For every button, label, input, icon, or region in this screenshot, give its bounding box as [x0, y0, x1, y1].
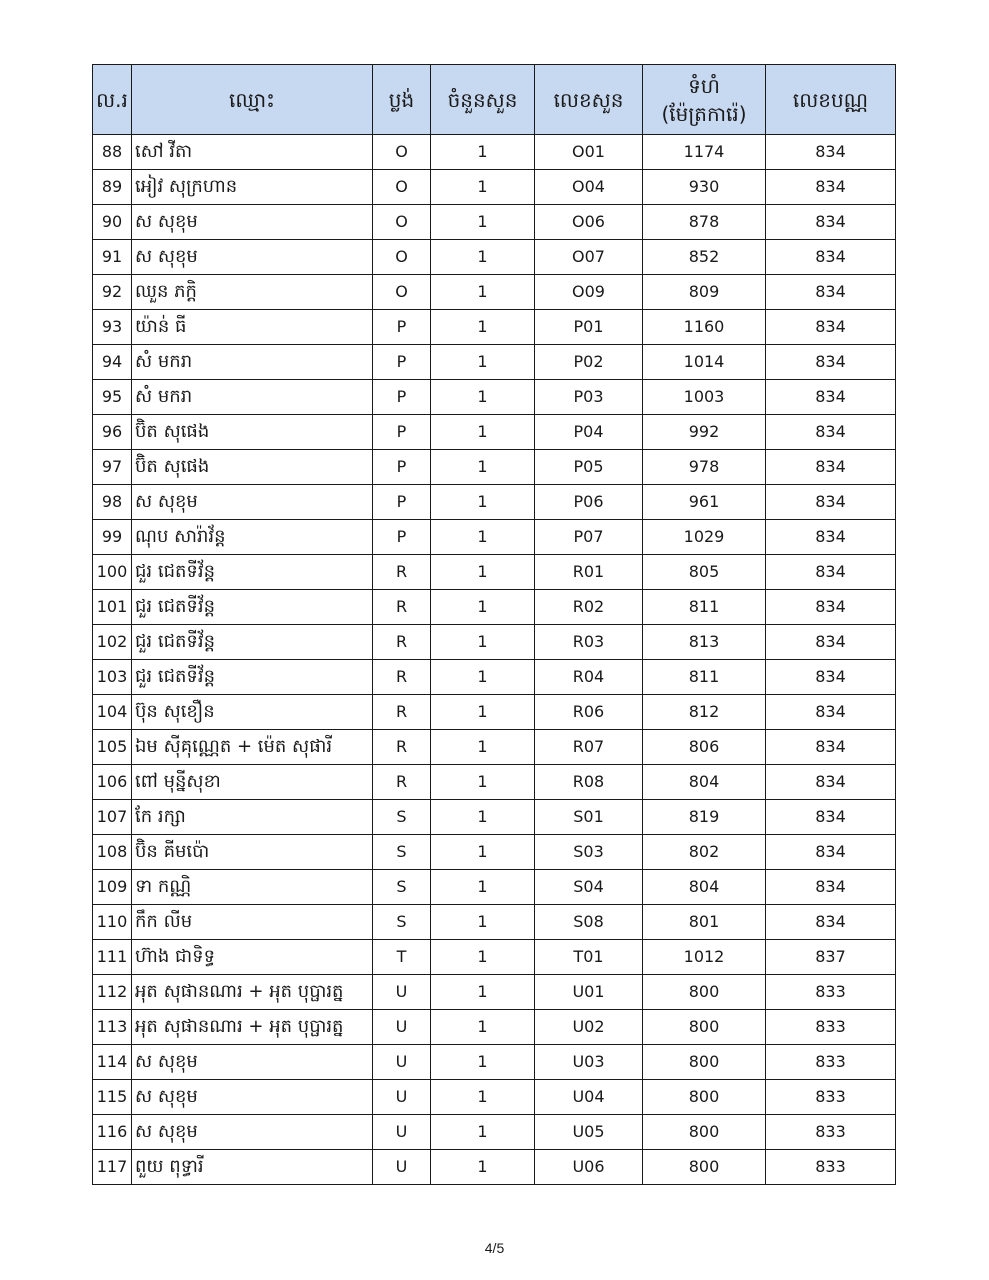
cell-plot-count: 1 [431, 975, 535, 1010]
cell-size: 800 [643, 1150, 766, 1185]
cell-plot-number: P03 [535, 380, 643, 415]
cell-block: R [373, 660, 431, 695]
cell-plot-number: O09 [535, 275, 643, 310]
cell-block: O [373, 275, 431, 310]
cell-owner-name: ពៅ មុន្នីសុខា [132, 765, 373, 800]
cell-row-number: 104 [93, 695, 132, 730]
cell-block: P [373, 380, 431, 415]
cell-owner-name: ស សុខុម [132, 1115, 373, 1150]
cell-plot-count: 1 [431, 1115, 535, 1150]
table-header [93, 65, 896, 135]
cell-size: 804 [643, 765, 766, 800]
cell-block: O [373, 240, 431, 275]
cell-title-number: 837 [766, 940, 896, 975]
table-row [93, 800, 896, 835]
cell-size: 930 [643, 170, 766, 205]
cell-plot-number: R07 [535, 730, 643, 765]
cell-block: S [373, 905, 431, 940]
cell-block: U [373, 1010, 431, 1045]
cell-title-number: 833 [766, 1080, 896, 1115]
cell-row-number: 109 [93, 870, 132, 905]
cell-row-number: 111 [93, 940, 132, 975]
cell-title-number: 834 [766, 135, 896, 170]
cell-block: R [373, 590, 431, 625]
cell-block: U [373, 1045, 431, 1080]
plot-list-table [92, 64, 896, 1185]
cell-row-number: 96 [93, 415, 132, 450]
cell-plot-count: 1 [431, 835, 535, 870]
table-row [93, 695, 896, 730]
cell-title-number: 833 [766, 975, 896, 1010]
cell-title-number: 834 [766, 555, 896, 590]
cell-owner-name: ប៊ុន សុខឿន [132, 695, 373, 730]
cell-plot-number: S04 [535, 870, 643, 905]
cell-row-number: 91 [93, 240, 132, 275]
cell-plot-number: S03 [535, 835, 643, 870]
cell-title-number: 833 [766, 1115, 896, 1150]
cell-owner-name: ប៊ិន គីមប៉ោ [132, 835, 373, 870]
cell-owner-name: ហ៊ាង ជាទិទ្ធ [132, 940, 373, 975]
cell-block: P [373, 450, 431, 485]
table-row [93, 1080, 896, 1115]
cell-plot-number: O04 [535, 170, 643, 205]
table-row [93, 835, 896, 870]
cell-plot-number: S08 [535, 905, 643, 940]
cell-title-number: 834 [766, 415, 896, 450]
cell-plot-number: R04 [535, 660, 643, 695]
cell-block: R [373, 730, 431, 765]
cell-title-number: 833 [766, 1150, 896, 1185]
table-row [93, 625, 896, 660]
cell-block: U [373, 1115, 431, 1150]
table-row [93, 975, 896, 1010]
cell-block: U [373, 1080, 431, 1115]
table-row [93, 1150, 896, 1185]
cell-size: 811 [643, 590, 766, 625]
cell-plot-count: 1 [431, 485, 535, 520]
cell-size: 992 [643, 415, 766, 450]
cell-block: O [373, 205, 431, 240]
cell-block: P [373, 485, 431, 520]
cell-block: S [373, 835, 431, 870]
cell-plot-count: 1 [431, 870, 535, 905]
cell-row-number: 106 [93, 765, 132, 800]
cell-plot-number: O06 [535, 205, 643, 240]
cell-block: O [373, 135, 431, 170]
table-row [93, 1010, 896, 1045]
cell-plot-count: 1 [431, 1045, 535, 1080]
cell-plot-count: 1 [431, 555, 535, 590]
cell-plot-number: U06 [535, 1150, 643, 1185]
cell-size: 819 [643, 800, 766, 835]
header-size [643, 65, 766, 135]
table-row [93, 275, 896, 310]
cell-block: S [373, 870, 431, 905]
cell-plot-number: P04 [535, 415, 643, 450]
cell-size: 800 [643, 1045, 766, 1080]
cell-size: 852 [643, 240, 766, 275]
cell-owner-name: ជួរ ជេតទីវ័ន្ត [132, 555, 373, 590]
table-row [93, 135, 896, 170]
cell-plot-number: R01 [535, 555, 643, 590]
cell-size: 800 [643, 1080, 766, 1115]
table-row [93, 940, 896, 975]
cell-title-number: 834 [766, 590, 896, 625]
cell-size: 800 [643, 975, 766, 1010]
cell-plot-number: S01 [535, 800, 643, 835]
cell-plot-number: U04 [535, 1080, 643, 1115]
table-row [93, 450, 896, 485]
cell-owner-name: ជួរ ជេតទីវ័ន្ត [132, 625, 373, 660]
table-row [93, 765, 896, 800]
cell-plot-count: 1 [431, 905, 535, 940]
table-row [93, 905, 896, 940]
cell-owner-name: ប៊ិត សុផេង [132, 415, 373, 450]
header-size-unit: (ម៉ែត្រការ៉េ) [661, 101, 747, 126]
cell-plot-count: 1 [431, 520, 535, 555]
cell-row-number: 89 [93, 170, 132, 205]
cell-title-number: 834 [766, 870, 896, 905]
cell-plot-count: 1 [431, 205, 535, 240]
cell-plot-count: 1 [431, 730, 535, 765]
table-row [93, 1115, 896, 1150]
cell-block: R [373, 765, 431, 800]
cell-plot-count: 1 [431, 135, 535, 170]
cell-row-number: 116 [93, 1115, 132, 1150]
cell-block: U [373, 1150, 431, 1185]
cell-owner-name: កឹក លីម [132, 905, 373, 940]
header-plot-count: ចំនួនសួន [431, 65, 535, 135]
cell-block: P [373, 520, 431, 555]
table-row [93, 590, 896, 625]
cell-owner-name: សៅ វីតា [132, 135, 373, 170]
cell-plot-count: 1 [431, 450, 535, 485]
cell-row-number: 94 [93, 345, 132, 380]
cell-title-number: 833 [766, 1045, 896, 1080]
cell-size: 978 [643, 450, 766, 485]
cell-title-number: 834 [766, 170, 896, 205]
table-row [93, 520, 896, 555]
cell-owner-name: ជួរ ជេតទីវ័ន្ត [132, 590, 373, 625]
cell-plot-count: 1 [431, 765, 535, 800]
cell-owner-name: អុត សុផានណារ + អុត បុប្ផារត្ន [132, 1010, 373, 1045]
cell-plot-count: 1 [431, 240, 535, 275]
cell-row-number: 113 [93, 1010, 132, 1045]
cell-size: 961 [643, 485, 766, 520]
cell-block: R [373, 625, 431, 660]
cell-size: 1174 [643, 135, 766, 170]
cell-plot-number: O01 [535, 135, 643, 170]
table-row [93, 730, 896, 765]
cell-owner-name: ជួរ ជេតទីវ័ន្ត [132, 660, 373, 695]
cell-size: 806 [643, 730, 766, 765]
cell-row-number: 98 [93, 485, 132, 520]
cell-row-number: 117 [93, 1150, 132, 1185]
cell-owner-name: ពួយ ពុទ្ធារី [132, 1150, 373, 1185]
cell-plot-number: O07 [535, 240, 643, 275]
cell-plot-count: 1 [431, 625, 535, 660]
cell-row-number: 100 [93, 555, 132, 590]
header-name: ឈ្មោះ [132, 65, 373, 135]
cell-title-number: 834 [766, 765, 896, 800]
cell-owner-name: ទា កណ្ណិ [132, 870, 373, 905]
table-row [93, 870, 896, 905]
cell-plot-number: R06 [535, 695, 643, 730]
cell-owner-name: ប៊ិត សុផេង [132, 450, 373, 485]
header-title-number: លេខបណ្ណ [766, 65, 896, 135]
cell-row-number: 114 [93, 1045, 132, 1080]
cell-size: 1029 [643, 520, 766, 555]
cell-row-number: 102 [93, 625, 132, 660]
cell-plot-number: U01 [535, 975, 643, 1010]
cell-plot-count: 1 [431, 940, 535, 975]
cell-row-number: 93 [93, 310, 132, 345]
page-number: 4/5 [484, 1240, 505, 1256]
cell-plot-number: T01 [535, 940, 643, 975]
cell-title-number: 834 [766, 660, 896, 695]
cell-size: 1012 [643, 940, 766, 975]
table-row [93, 310, 896, 345]
cell-size: 1014 [643, 345, 766, 380]
cell-size: 811 [643, 660, 766, 695]
cell-plot-number: P05 [535, 450, 643, 485]
cell-plot-count: 1 [431, 345, 535, 380]
cell-plot-number: R08 [535, 765, 643, 800]
cell-row-number: 107 [93, 800, 132, 835]
cell-block: R [373, 695, 431, 730]
cell-owner-name: កែ រក្សា [132, 800, 373, 835]
cell-block: O [373, 170, 431, 205]
cell-owner-name: យ៉ាន់ ធី [132, 310, 373, 345]
cell-owner-name: សំ មករា [132, 345, 373, 380]
cell-row-number: 108 [93, 835, 132, 870]
cell-size: 1160 [643, 310, 766, 345]
cell-title-number: 834 [766, 205, 896, 240]
cell-title-number: 834 [766, 310, 896, 345]
cell-size: 1003 [643, 380, 766, 415]
table-row [93, 205, 896, 240]
cell-plot-count: 1 [431, 275, 535, 310]
cell-title-number: 834 [766, 485, 896, 520]
table-row [93, 485, 896, 520]
cell-owner-name: ស សុខុម [132, 205, 373, 240]
cell-row-number: 103 [93, 660, 132, 695]
cell-title-number: 834 [766, 380, 896, 415]
cell-row-number: 88 [93, 135, 132, 170]
cell-size: 809 [643, 275, 766, 310]
cell-size: 804 [643, 870, 766, 905]
cell-block: P [373, 415, 431, 450]
cell-plot-count: 1 [431, 170, 535, 205]
cell-title-number: 834 [766, 275, 896, 310]
cell-title-number: 834 [766, 450, 896, 485]
cell-title-number: 834 [766, 905, 896, 940]
cell-plot-count: 1 [431, 1010, 535, 1045]
cell-block: P [373, 310, 431, 345]
cell-owner-name: ណុប សារ៉ាវ័ន្ត [132, 520, 373, 555]
cell-row-number: 92 [93, 275, 132, 310]
cell-size: 805 [643, 555, 766, 590]
table-row [93, 345, 896, 380]
cell-plot-number: R03 [535, 625, 643, 660]
cell-row-number: 112 [93, 975, 132, 1010]
cell-owner-name: អុត សុផានណារ + អុត បុប្ផារត្ន [132, 975, 373, 1010]
cell-size: 802 [643, 835, 766, 870]
header-no: ល.រ [93, 65, 132, 135]
cell-row-number: 90 [93, 205, 132, 240]
cell-owner-name: ស សុខុម [132, 1045, 373, 1080]
table-row [93, 170, 896, 205]
cell-title-number: 834 [766, 625, 896, 660]
table-row [93, 555, 896, 590]
cell-title-number: 834 [766, 695, 896, 730]
cell-block: P [373, 345, 431, 380]
cell-title-number: 834 [766, 345, 896, 380]
cell-size: 800 [643, 1115, 766, 1150]
table-row [93, 1045, 896, 1080]
cell-owner-name: ស សុខុម [132, 485, 373, 520]
table-row [93, 415, 896, 450]
cell-size: 801 [643, 905, 766, 940]
cell-owner-name: សំ មករា [132, 380, 373, 415]
cell-block: T [373, 940, 431, 975]
cell-row-number: 105 [93, 730, 132, 765]
cell-plot-count: 1 [431, 1080, 535, 1115]
cell-plot-count: 1 [431, 695, 535, 730]
cell-title-number: 834 [766, 240, 896, 275]
cell-plot-number: P02 [535, 345, 643, 380]
table-row [93, 240, 896, 275]
cell-title-number: 834 [766, 835, 896, 870]
cell-row-number: 99 [93, 520, 132, 555]
cell-row-number: 115 [93, 1080, 132, 1115]
cell-block: S [373, 800, 431, 835]
table-body [93, 135, 896, 1185]
cell-title-number: 834 [766, 730, 896, 765]
cell-size: 813 [643, 625, 766, 660]
cell-plot-count: 1 [431, 660, 535, 695]
cell-plot-number: P07 [535, 520, 643, 555]
cell-plot-number: P01 [535, 310, 643, 345]
header-row [93, 65, 896, 135]
cell-plot-count: 1 [431, 310, 535, 345]
cell-plot-number: U05 [535, 1115, 643, 1150]
cell-owner-name: ឈួន ភក្តិ [132, 275, 373, 310]
cell-plot-count: 1 [431, 380, 535, 415]
cell-plot-count: 1 [431, 590, 535, 625]
header-size-label: ទំហំ [688, 73, 720, 98]
cell-size: 812 [643, 695, 766, 730]
cell-size: 878 [643, 205, 766, 240]
cell-row-number: 97 [93, 450, 132, 485]
table-row [93, 660, 896, 695]
cell-owner-name: ស សុខុម [132, 240, 373, 275]
cell-title-number: 834 [766, 520, 896, 555]
cell-owner-name: ស សុខុម [132, 1080, 373, 1115]
cell-plot-count: 1 [431, 415, 535, 450]
cell-row-number: 95 [93, 380, 132, 415]
cell-title-number: 834 [766, 800, 896, 835]
header-block: ប្លង់ [373, 65, 431, 135]
cell-block: U [373, 975, 431, 1010]
cell-block: R [373, 555, 431, 590]
cell-plot-number: R02 [535, 590, 643, 625]
cell-row-number: 110 [93, 905, 132, 940]
cell-plot-count: 1 [431, 800, 535, 835]
cell-plot-number: U02 [535, 1010, 643, 1045]
cell-title-number: 833 [766, 1010, 896, 1045]
cell-plot-number: U03 [535, 1045, 643, 1080]
cell-owner-name: អៀវ សុក្រហាន [132, 170, 373, 205]
cell-owner-name: ឯម ស៊ីគុណ្ណេត + ម៉េត សុផារី [132, 730, 373, 765]
header-plot-number: លេខសួន [535, 65, 643, 135]
cell-plot-count: 1 [431, 1150, 535, 1185]
cell-size: 800 [643, 1010, 766, 1045]
table-row [93, 380, 896, 415]
cell-row-number: 101 [93, 590, 132, 625]
cell-plot-number: P06 [535, 485, 643, 520]
